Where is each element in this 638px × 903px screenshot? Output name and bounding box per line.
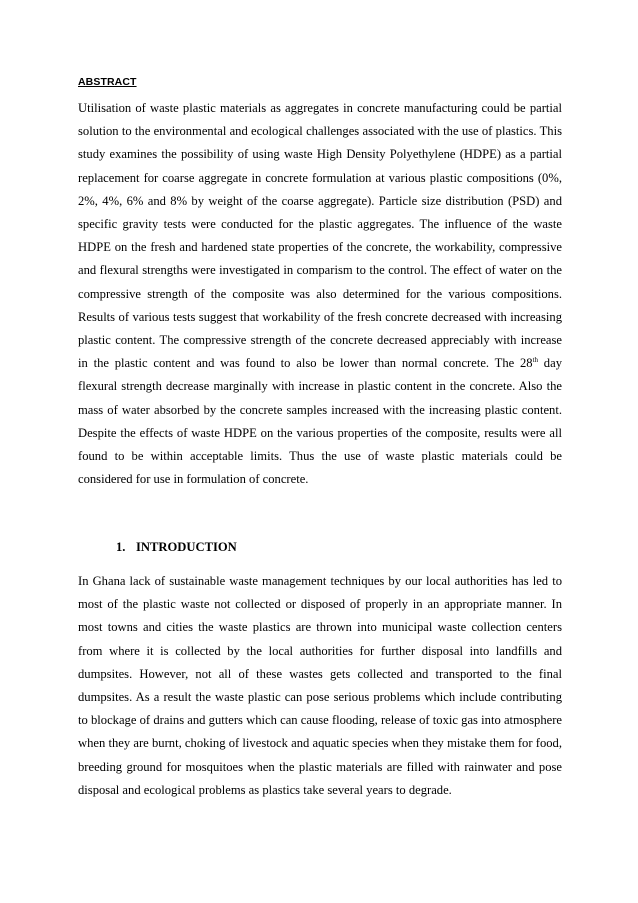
abstract-paragraph [78,97,562,491]
section-title: INTRODUCTION [136,540,237,554]
introduction-heading [116,540,237,555]
abstract-text-part-1: Utilisation of waste plastic materials as aggregates in concrete manufacturing could be partial solution to the environmental and ecological challenges associated with the use of plastics. This study examines the possibility of using waste High Density Polyethylene (HDPE) as a partial replacement for coarse aggregate in concrete formulation at various plastic compositions (0%, 2%, 4%, 6% and 8% by weight of the coarse aggregate). Particle size distribution (PSD) and specific gravity tests were conducted for the plastic aggregates. The influence of the waste HDPE on the fresh and hardened state properties of the concrete, the workability, compressive and flexural strengths were investigated in comparism to the control. The effect of water on the compressive strength of the composite was also determined for the various compositions. Results of various tests suggest that workability of the fresh concrete decreased with increasing plastic content. The compressive strength of the concrete decreased appreciably with increase in the plastic content and was found to also be lower than normal concrete. The 28 [78,101,562,371]
ordinal-superscript: th [532,356,539,365]
introduction-paragraph: In Ghana lack of sustainable waste management techniques by our local authorities has led to most of the plastic waste not collected or disposed of properly in an appropriate manner. In most towns and cities the waste plastics are thrown into municipal waste collection centers from where it is collected by the local authorities for further disposal into landfills and dumpsites. However, not all of these wastes gets collected and transported to the final dumpsites. As a result the waste plastic can pose serious problems which include contributing to blockage of drains and gutters which can cause flooding, release of toxic gas into atmosphere when they are burnt, choking of livestock and aquatic species when they mistake them for food, breeding ground for mosquitoes when the plastic materials are filled with rainwater and pose disposal and ecological problems as plastics take several years to degrade. [78,574,562,797]
abstract-text-part-2: day flexural strength decrease marginally with increase in plastic content in the concrete. Also the mass of water absorbed by the concrete samples increased with the increasing plastic content. Despite the effects of waste HDPE on the various properties of the composite, results were all found to be within acceptable limits. Thus the use of waste plastic materials could be considered for use in formulation of concrete. [78,356,562,487]
section-number: 1. [116,540,126,554]
abstract-heading: ABSTRACT [78,76,137,88]
